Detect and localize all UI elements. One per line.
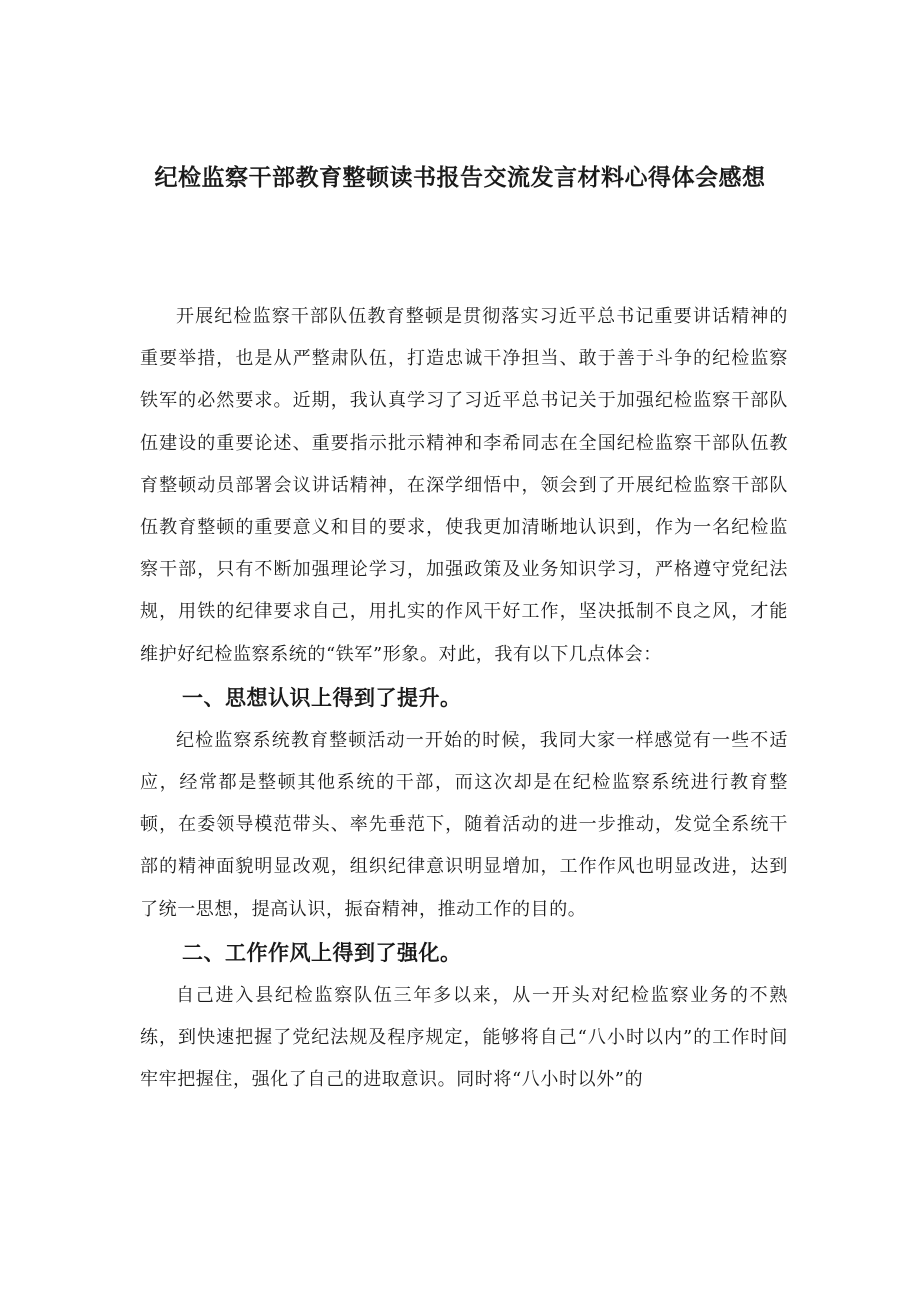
intro-paragraph: 开展纪检监察干部队伍教育整顿是贯彻落实习近平总书记重要讲话精神的重要举措，也是从严整肃队伍，打造忠诚干净担当、敢于善于斗争的纪检监察铁军的必然要求。近期，我认真学习了习近平总书记关于加强纪检监察干部队伍建设的重要论述、重要指示批示精神和李希同志在全国纪检监察干部队伍教育整顿动员部署会议讲话精神，在深学细悟中，领会到了开展纪检监察干部队伍教育整顿的重要意义和目的要求，使我更加清晰地认识到，作为一名纪检监察干部，只有不断加强理论学习，加强政策及业务知识学习，严格遵守党纪法规，用铁的纪律要求自己，用扎实的作风干好工作，坚决抵制不良之风，才能维护好纪检监察系统的“铁军”形象。对此，我有以下几点体会： — [140, 306, 788, 665]
section-1-paragraph: 纪检监察系统教育整顿活动一开始的时候，我同大家一样感觉有一些不适应，经常都是整顿其他系统的干部，而这次却是在纪检监察系统进行教育整顿，在委领导模范带头、率先垂范下，随着活动的进一步推动，发觉全系统干部的精神面貌明显改观，组织纪律意识明显增加，工作作风也明显改进，达到了统一思想，提高认识，振奋精神，推动工作的目的。 — [140, 729, 788, 920]
section-2-paragraph: 自己进入县纪检监察队伍三年多以来，从一开头对纪检监察业务的不熟练，到快速把握了党纪法规及程序规定，能够将自己“八小时以内”的工作时间牢牢把握住，强化了自己的进取意识。同时将“八小时以外”的 — [140, 984, 788, 1091]
document-body — [140, 296, 788, 1101]
section-heading-1: 一、思想认识上得到了提升。 — [182, 685, 462, 710]
section-heading-2: 二、工作作风上得到了强化。 — [182, 940, 462, 965]
document-title: 纪检监察干部教育整顿读书报告交流发言材料心得体会感想 — [154, 165, 766, 191]
